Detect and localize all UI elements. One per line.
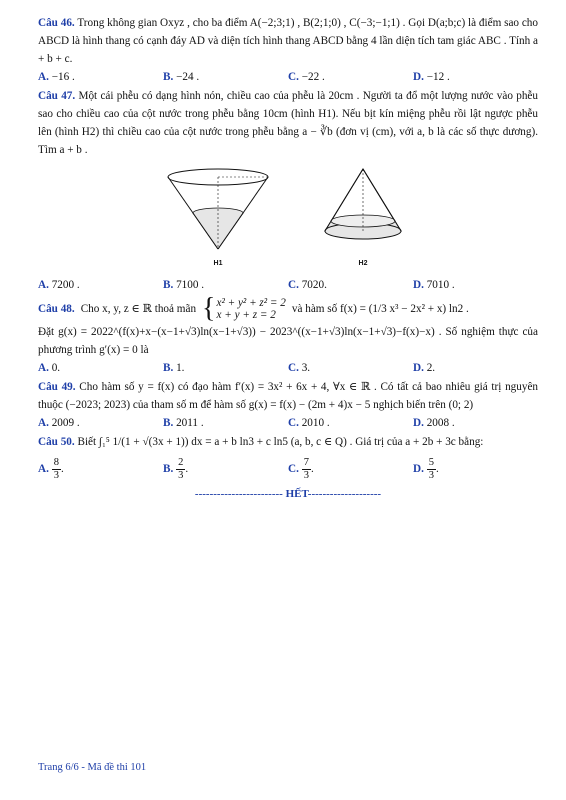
options-row [38,457,538,482]
figure-h1-label: H1 [213,260,223,267]
figure-h1 [163,165,273,267]
question-47 [38,87,538,293]
option-a[interactable]: A. 0. [38,362,61,374]
fraction: $\frac{2}{3}$ [178,457,184,481]
option-a[interactable]: A. −16 . [38,71,75,83]
figure-h2-label: H2 [358,260,368,267]
question-46 [38,14,538,85]
options-row [38,69,538,85]
option-a[interactable]: A. $\frac{8}{3}$ . [38,457,64,481]
question-text: Biết ∫₁⁵ 1/(1 + √(3x + 1)) dx = a + b ln3 + c ln5 (a, b, c ∈ Q) . Giá trị của a + 2b + 3c bằng: [77,436,484,448]
option-b[interactable]: B. 7100 . [163,279,205,291]
option-d[interactable]: D. $\frac{5}{3}$ . [413,457,439,481]
question-text-a: Cho x, y, z ∈ ℝ thoả mãn [80,303,197,315]
question-text: Trong không gian Oxyz , cho ba điểm A(−2;3;1) , B(2;1;0) , C(−3;−1;1) . Gọi D(a;b;c) là điểm sao cho ABCD là hình thang có cạnh đáy AD và diện tích hình thang ABCD bằng 4 lần diện tích tam giác ABC . Tính a + b + c. [38,17,538,65]
question-label: Câu 48. [38,303,75,315]
question-label: Câu 46. [38,17,75,29]
page-footer: Trang 6/6 - Mã đề thi 101 [38,762,147,773]
system-line-1: x² + y² + z² = 2 [216,297,286,309]
option-c[interactable]: C. $\frac{7}{3}$ . [288,457,314,481]
figure-h2 [313,165,413,267]
options-row [38,277,538,293]
question-48 [38,295,538,376]
question-text-c: Đặt g(x) = 2022^(f(x)+x−(x−1+√3)ln(x−1+√3)) − 2023^((x−1+√3)ln(x−1+√3)−f(x)−x) . Số nghiệm thực của phương trình g′(x) = 0 là [38,326,538,356]
options-row [38,415,538,431]
funnel-figures [38,165,538,267]
option-c[interactable]: C. 3. [288,362,311,374]
question-49 [38,378,538,431]
option-d[interactable]: D. 2. [413,362,436,374]
question-label: Câu 47. [38,90,76,102]
option-c[interactable]: C. 2010 . [288,417,330,429]
system-line-2: x + y + z = 2 [216,309,276,321]
question-text-b: và hàm số f(x) = (1/3 x³ − 2x² + x) ln2 . [291,303,469,315]
exam-page [38,14,538,500]
options-row [38,360,538,376]
question-label: Câu 50. [38,436,75,448]
option-c[interactable]: C. 7020. [288,279,327,291]
option-b[interactable]: B. 2011 . [163,417,204,429]
funnel-up-diagram [313,165,413,257]
question-label: Câu 49. [38,381,76,393]
option-b[interactable]: B. $\frac{2}{3}$ . [163,457,189,481]
end-marker: ------------------------ HẾT-------------------- [194,488,382,500]
option-d[interactable]: D. 7010 . [413,279,455,291]
option-c[interactable]: C. −22 . [288,71,325,83]
option-b[interactable]: B. −24 . [163,71,200,83]
option-d[interactable]: D. 2008 . [413,417,455,429]
fraction: $\frac{5}{3}$ [428,457,434,481]
equation-system: { x² + y² + z² = 2 x + y + z = 2 [202,293,286,324]
option-d[interactable]: D. −12 . [413,71,450,83]
option-a[interactable]: A. 2009 . [38,417,80,429]
fraction: $\frac{7}{3}$ [303,457,309,481]
funnel-down-diagram [163,165,273,257]
fraction: $\frac{8}{3}$ [53,457,59,481]
question-50 [38,433,538,482]
question-text: Cho hàm số y = f(x) có đạo hàm f′(x) = 3x² + 6x + 4, ∀x ∈ ℝ . Có tất cả bao nhiêu giá trị nguyên thuộc (−2023; 2023) của tham số m để hàm số g(x) = f(x) − (2m + 4)x − 5 nghịch biến trên (0; 2) [38,381,538,411]
question-text: Một cái phễu có dạng hình nón, chiều cao của phễu là 20cm . Người ta đổ một lượng nước vào phễu sao cho chiều cao của cột nước trong phễu bằng 10cm (hình H1). Nếu bịt kín miệng phễu rồi lật ngược phễu lên (hình H2) thì chiều cao của cột nước trong phễu bằng a − ∛b (đơn vị (cm), với a, b là các số thực dương). Tìm a + b . [38,90,538,156]
option-b[interactable]: B. 1. [163,362,185,374]
option-a[interactable]: A. 7200 . [38,279,80,291]
